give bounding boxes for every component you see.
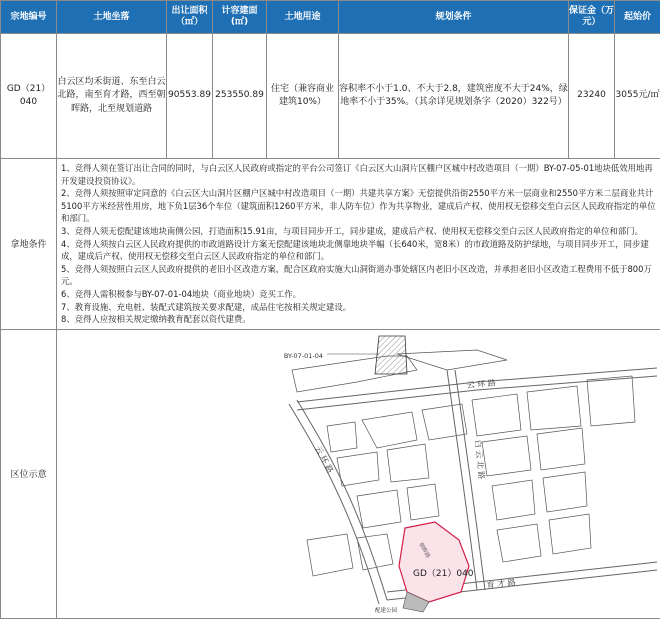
condition-item: 1、竞得人须在签订出让合同的同时，与白云区人民政府或指定的平台公司签订《白云区大山洞片区棚户区城中村改造项目（一期）BY-07-05-01地块低效用地再开发建设投资协议》。 [61, 162, 656, 187]
header-gfa: 计容建面(㎡) [213, 1, 267, 34]
condition-item: 2、竞得人须按照审定同意的《白云区大山洞片区棚户区城中村改造项目（一期）共建共享方案》无偿提供沿街2550平方米一层商业和2550平方米二层商业共计5100平方米经营性用房，地下负1层36个车位（建筑面积1260平方米，非人防车位）作为共享物业，建成后产权、使用权无偿移交至白云区人民政府指定的单位和部门。 [61, 187, 656, 225]
map-block [397, 350, 507, 370]
table-row [1, 34, 660, 159]
plot-label-top: BY-07-01-04 [284, 352, 323, 360]
map-block [357, 490, 401, 528]
condition-item: 3、竞得人须无偿配建该地块南侧公园，打造面积15.91亩，与项目同步开工，同步建成，建成后产权、使用权无偿移交至白云区人民政府指定的单位和部门。 [61, 225, 656, 238]
plot-main-label: GD（21）040 [413, 568, 474, 579]
map-block [472, 394, 521, 436]
location-map [57, 330, 659, 614]
road-label-yun-left: 云 环 路 [313, 444, 335, 474]
cell-planning: 容积率不小于1.0、不大于2.8，建筑密度不大于24%，绿地率不小于35%。（其余详见规划条字（2020）322号） [339, 34, 569, 159]
road-label-yun: 云 环 路 [466, 377, 496, 389]
map-block [327, 422, 357, 452]
header-code: 宗地编号 [1, 1, 57, 34]
plot-by-07-01-04 [375, 336, 407, 374]
map-block [357, 534, 393, 570]
header-price: 起始价 [615, 1, 660, 34]
condition-item: 7、教育设施、充电桩、装配式建筑按关要求配建，成品住宅按相关规定建设。 [61, 301, 656, 314]
cell-use: 住宅（兼容商业建筑10%） [267, 34, 339, 159]
park-label: 配建公园 [375, 606, 398, 614]
condition-item: 8、竞得人应按相关规定缴纳教育配套以资代建费。 [61, 313, 656, 326]
map-cell [57, 329, 660, 618]
header-planning: 规划条件 [339, 1, 569, 34]
cell-location: 白云区均禾街道、东至白云北路，南至育才路，西至朝晖路，北至规划道路 [57, 34, 167, 159]
map-block [387, 444, 429, 482]
header-area: 出让面积（㎡） [167, 1, 213, 34]
map-block [362, 412, 417, 448]
cell-gfa: 253550.89 [213, 34, 267, 159]
map-label: 区位示意 [1, 329, 57, 618]
map-block [482, 436, 531, 476]
map-block [307, 534, 353, 576]
conditions-row [1, 159, 660, 330]
map-block [543, 472, 587, 512]
condition-item: 4、竞得人须按白云区人民政府提供的市政道路设计方案无偿配建该地块北侧靠地块半幅（长640米，宽8米）的市政道路及防护绿地，与项目同步开工，同步建成，建成后产权、使用权无偿移交至白云区人民政府指定的单位和部门。 [61, 238, 656, 263]
header-row [1, 1, 660, 34]
map-block [497, 524, 541, 562]
header-deposit: 保证金（万元） [569, 1, 615, 34]
cell-code: GD（21）040 [1, 34, 57, 159]
map-block [407, 484, 439, 520]
road-label-yucai: 育 才 路 [486, 577, 516, 590]
condition-item: 6、竞得人需积极参与BY-07-01-04地块（商业地块）竞买工作。 [61, 288, 656, 301]
cell-deposit: 23240 [569, 34, 615, 159]
map-row [1, 329, 660, 618]
cell-price: 3055元/㎡ [615, 34, 660, 159]
conditions-label: 拿地条件 [1, 159, 57, 330]
map-block [492, 480, 535, 520]
map-block [537, 428, 585, 470]
map-block [549, 514, 591, 554]
header-use: 土地用途 [267, 1, 339, 34]
map-block [527, 386, 581, 430]
condition-item: 5、竞得人须按照白云区人民政府提供的老旧小区改造方案，配合区政府实施大山洞街道办事处辖区内老旧小区改造，并承担老旧小区改造工程费用不低于800万元。 [61, 263, 656, 288]
road-label-baiyun: 白 云 北 路 [473, 439, 487, 479]
header-location: 土地坐落 [57, 1, 167, 34]
cell-area: 90553.89 [167, 34, 213, 159]
map-block [587, 376, 635, 426]
road-label-chaohui: 朝晖路 [417, 541, 432, 560]
map-block [337, 452, 379, 486]
plot-gd-21-040 [399, 522, 469, 602]
conditions-cell [57, 159, 660, 330]
